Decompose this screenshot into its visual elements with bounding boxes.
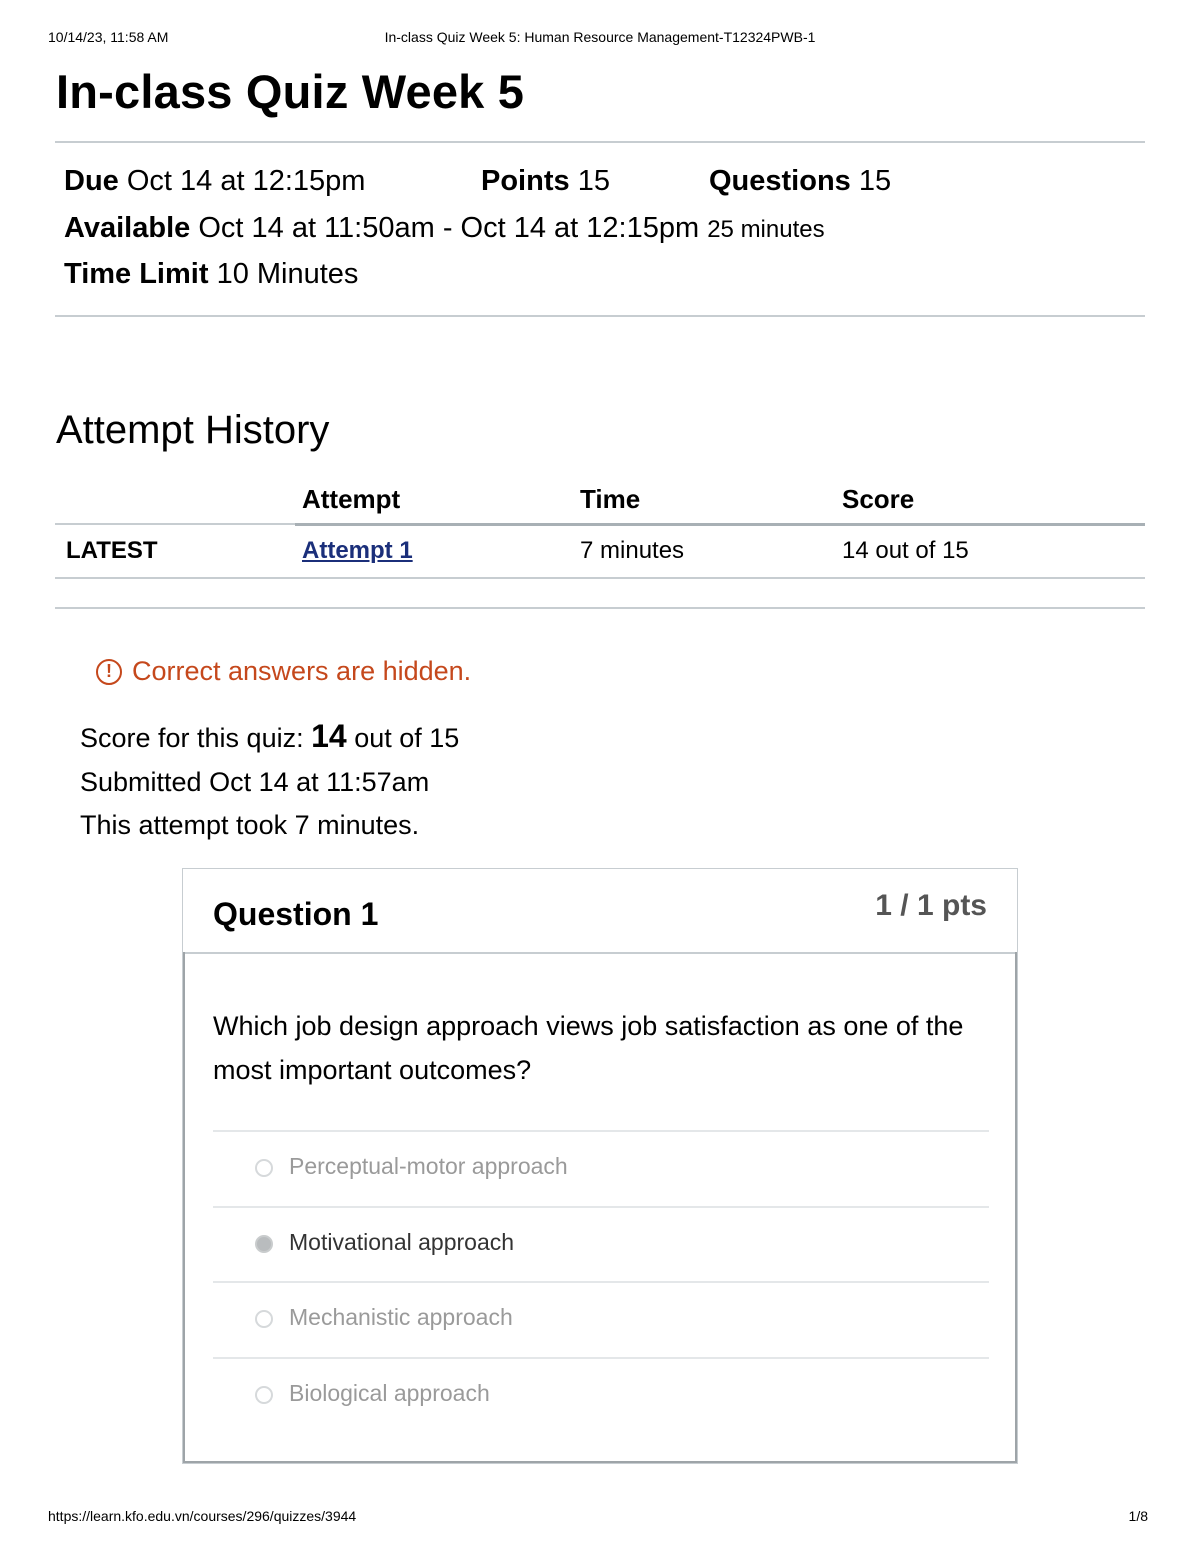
available-duration: 25 minutes — [707, 216, 825, 243]
quiz-score — [80, 718, 459, 755]
attempt-link[interactable]: Attempt 1 — [302, 537, 413, 564]
table-header-divider-left — [55, 523, 295, 525]
time-limit-label: Time Limit — [64, 258, 209, 290]
points-info — [481, 165, 610, 198]
divider — [55, 315, 1145, 317]
column-header-attempt: Attempt — [302, 484, 401, 514]
questions-label: Questions — [709, 165, 851, 197]
radio-button[interactable] — [255, 1310, 273, 1328]
notice-text: Correct answers are hidden. — [132, 656, 472, 686]
due-label: Due — [64, 165, 119, 197]
print-url: https://learn.kfo.edu.vn/courses/296/quizzes/3944 — [48, 1508, 357, 1524]
latest-tag: LATEST — [66, 537, 158, 564]
column-header-time: Time — [580, 484, 641, 514]
score-suffix: out of 15 — [346, 723, 460, 753]
questions-value: 15 — [858, 165, 892, 197]
print-document-title: In-class Quiz Week 5: Human Resource Management-T12324PWB-1 — [384, 29, 816, 45]
time-limit-info — [64, 258, 358, 291]
attempt-duration-text: This attempt took 7 minutes. — [80, 810, 420, 840]
page-title: In-class Quiz Week 5 — [56, 65, 525, 118]
question-title: Question 1 — [213, 896, 379, 932]
column-header-score: Score — [842, 484, 915, 514]
points-label: Points — [481, 165, 570, 197]
due-info — [64, 165, 365, 198]
divider — [55, 607, 1145, 609]
answer-label: Perceptual-motor approach — [289, 1153, 568, 1179]
answer-option[interactable] — [213, 1357, 989, 1432]
due-value: Oct 14 at 12:15pm — [126, 165, 366, 197]
score-cell: 14 out of 15 — [842, 537, 969, 564]
question-card — [182, 868, 1018, 1464]
attempt-history-heading: Attempt History — [56, 408, 330, 452]
questions-info — [709, 165, 891, 198]
answers-hidden-notice — [96, 656, 471, 687]
page-number: 1/8 — [1128, 1508, 1148, 1524]
score-prefix: Score for this quiz: — [80, 723, 312, 753]
question-points: 1 / 1 pts — [875, 889, 987, 922]
radio-button-selected[interactable] — [255, 1235, 273, 1253]
answer-label: Motivational approach — [289, 1229, 515, 1255]
question-text: Which job design approach views job satisfaction as one of the most important outcomes? — [213, 1011, 964, 1085]
question-body — [183, 952, 1017, 1463]
points-value: 15 — [577, 165, 610, 197]
radio-button[interactable] — [255, 1386, 273, 1404]
attempt-cell — [302, 537, 413, 565]
score-value: 14 — [311, 718, 347, 754]
time-cell: 7 minutes — [580, 537, 685, 564]
answer-option[interactable] — [213, 1130, 989, 1205]
print-date: 10/14/23, 11:58 AM — [48, 29, 169, 45]
time-limit-value: 10 Minutes — [216, 258, 359, 290]
answer-option[interactable] — [213, 1206, 989, 1281]
radio-button[interactable] — [255, 1159, 273, 1177]
submitted-text: Submitted Oct 14 at 11:57am — [80, 767, 430, 797]
table-header-divider — [295, 523, 1145, 526]
available-label: Available — [64, 212, 191, 244]
question-header — [183, 869, 1017, 954]
answer-label: Biological approach — [289, 1380, 490, 1406]
answer-label: Mechanistic approach — [289, 1304, 513, 1330]
print-footer — [48, 1508, 1148, 1528]
available-info — [64, 212, 825, 245]
divider — [55, 141, 1145, 143]
answer-option[interactable] — [213, 1281, 989, 1356]
print-header — [48, 29, 1152, 49]
available-value: Oct 14 at 11:50am - Oct 14 at 12:15pm — [198, 212, 700, 244]
warning-icon: ! — [96, 659, 122, 685]
table-row-divider — [55, 577, 1145, 579]
